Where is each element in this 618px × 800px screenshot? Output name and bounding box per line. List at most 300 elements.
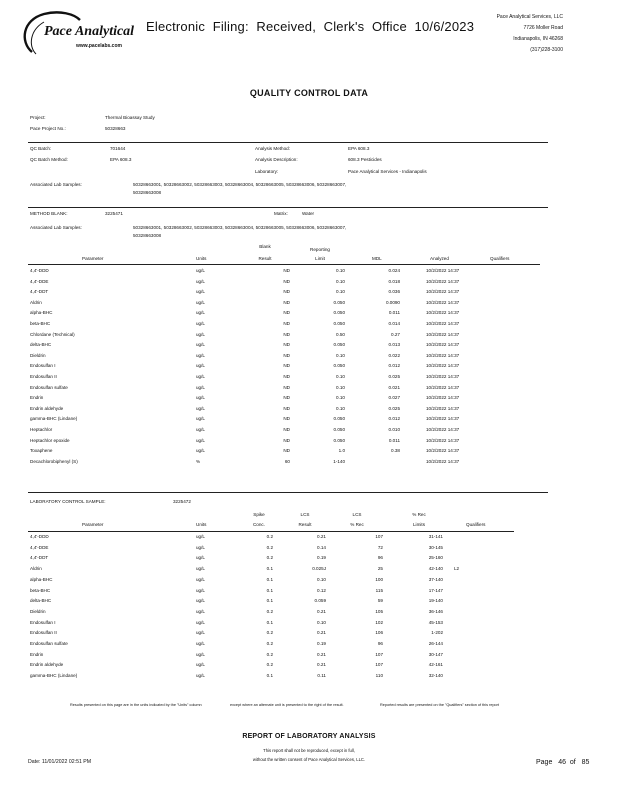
table-cell: 0.19 [317, 555, 326, 561]
matrix-value: Water [302, 211, 315, 216]
table-cell: 0.2 [266, 544, 273, 550]
table-cell: 0.1 [266, 576, 273, 582]
project-value: Thermal Bioassay Study [105, 115, 155, 120]
table-cell: 0.50 [336, 331, 345, 337]
table-cell: 10/2/2022 14:37 [426, 437, 460, 443]
table-row [30, 566, 550, 576]
table-cell: ug/L [196, 651, 205, 657]
table-row [30, 673, 550, 683]
footer-note: Reported results are presented on the "Qualifiers" section of this report [380, 703, 499, 707]
table-cell: ND [283, 342, 290, 348]
table-cell: alpha-BHC [30, 576, 53, 582]
table-cell: 0.27 [391, 331, 400, 337]
table-row [30, 588, 550, 598]
blank-assoc-label: Associated Lab Samples: [30, 225, 82, 230]
table-cell: ug/L [196, 576, 205, 582]
table-cell: ug/L [196, 310, 205, 316]
col-lcsrec-bottom: % Rec [350, 522, 364, 527]
table-cell: L2 [454, 566, 460, 572]
table-cell: 0.0090 [385, 299, 400, 305]
table-cell: 42-161 [428, 662, 443, 668]
table-cell: ug/L [196, 566, 205, 572]
table-cell: 45-153 [428, 619, 443, 625]
table-row [30, 342, 550, 352]
table-cell: 0.2 [266, 662, 273, 668]
col-qualifiers: Qualifiers [490, 256, 510, 261]
table-cell: 0.021 [388, 384, 400, 390]
table-cell: 10/2/2022 14:37 [426, 310, 460, 316]
table-cell: ND [283, 448, 290, 454]
analysis-desc-label: Analysis Description: [255, 157, 298, 162]
table-cell: 107 [375, 662, 383, 668]
table-row [30, 289, 550, 299]
col-rl-bottom: Limit [315, 256, 325, 261]
table-cell: 0.025 [388, 405, 400, 411]
table-cell: 10/2/2022 14:37 [426, 268, 460, 273]
method-blank-id: 3225471 [105, 211, 123, 216]
footer-note: Results presented on this page are in the units indicated by the "Units" column [70, 703, 202, 707]
table-cell: ND [283, 310, 290, 316]
table-cell: ug/L [196, 405, 205, 411]
table-cell: Endrin aldehyde [30, 405, 64, 411]
table-cell: 0.050 [333, 416, 345, 422]
table-row [30, 353, 550, 363]
table-cell: alpha-BHC [30, 310, 53, 316]
table-row [30, 406, 550, 416]
table-cell: 4,4'-DDD [30, 534, 49, 539]
table-cell: 72 [377, 544, 383, 550]
table-cell: 42-140 [428, 566, 443, 572]
table-row [30, 268, 550, 278]
table-cell: ND [283, 331, 290, 337]
table-cell: 0.1 [266, 673, 273, 679]
table-cell: ND [283, 374, 290, 379]
table-cell: ug/L [196, 619, 205, 625]
table-cell: 0.10 [336, 352, 345, 358]
lcs-label: LABORATORY CONTROL SAMPLE: [30, 499, 106, 504]
table-cell: ND [283, 384, 290, 390]
pace-project-value: 50328663 [105, 126, 126, 131]
table-row [30, 598, 550, 608]
table-cell: ug/L [196, 641, 205, 646]
website: www.pacelabs.com [76, 43, 122, 49]
table-cell: 0.011 [388, 437, 400, 443]
table-cell: Toxaphene [30, 448, 53, 454]
col-limits-top: % Rec [412, 512, 426, 517]
table-cell: 10/2/2022 14:37 [426, 384, 460, 390]
table-cell: ug/L [196, 289, 205, 295]
qc-assoc-label: Associated Lab Samples: [30, 182, 82, 187]
table-cell: 0.10 [336, 395, 345, 401]
table-cell: Endosulfan I [30, 363, 56, 369]
table-cell: Aldrin [30, 299, 42, 305]
table-cell: ug/L [196, 555, 205, 561]
table-cell: 0.14 [317, 544, 326, 550]
table-cell: 0.059 [314, 598, 326, 604]
pace-project-label: Pace Project No.: [30, 126, 66, 131]
address-block [497, 12, 563, 56]
table-cell: 0.2 [266, 555, 273, 561]
report-subtitle: This report shall not be reproduced, except in full, [263, 748, 355, 753]
table-cell: 10/2/2022 14:37 [426, 342, 460, 348]
table-row [30, 395, 550, 405]
table-cell: 0.10 [317, 576, 326, 582]
table-cell: 0.1 [266, 587, 273, 593]
qc-assoc-value-cont: 50328663008 [133, 190, 162, 195]
table-row [30, 416, 550, 426]
col-mdl: MDL [372, 256, 382, 261]
table-row [30, 609, 550, 619]
table-cell: ug/L [196, 321, 205, 326]
table-cell: 0.036 [388, 289, 400, 295]
table-cell: 110 [375, 673, 383, 679]
table-cell: 1-202 [431, 630, 443, 636]
table-cell: ND [283, 299, 290, 305]
table-cell: 10/2/2022 14:37 [426, 374, 460, 379]
table-cell: 10/2/2022 14:37 [426, 352, 460, 358]
page-label: Page [536, 759, 553, 766]
table-cell: 0.022 [388, 352, 400, 358]
table-cell: 31-141 [428, 534, 443, 539]
table-cell: ND [283, 268, 290, 273]
table-row [30, 321, 550, 331]
table-cell: 0.21 [317, 608, 326, 614]
table-cell: 4,4'-DDT [30, 555, 49, 561]
table-cell: 30-145 [428, 544, 443, 550]
page-total: 85 [581, 759, 590, 766]
table-cell: 10/2/2022 14:37 [426, 331, 460, 337]
table-cell: Aldrin [30, 566, 42, 572]
table-cell: ND [283, 363, 290, 369]
table-row [30, 641, 550, 651]
table-cell: Decachlorobiphenyl (S) [30, 458, 78, 464]
table-cell: gamma-BHC (Lindane) [30, 673, 78, 679]
table-cell: 10/2/2022 14:37 [426, 416, 460, 422]
analysis-desc-value: 608.3 Pesticides [348, 157, 382, 162]
qc-method-value: EPA 608.3 [110, 157, 132, 162]
table-cell: 0.21 [317, 534, 326, 539]
laboratory-label: Laboratory: [255, 169, 279, 174]
header-rule [28, 531, 514, 532]
report-subtitle: without the written consent of Pace Analytical Services, LLC. [252, 757, 366, 762]
table-cell: 60 [284, 458, 290, 464]
table-cell: gamma-BHC (Lindane) [30, 416, 78, 422]
table-row [30, 332, 550, 342]
table-row [30, 279, 550, 289]
table-cell: Endosulfan II [30, 630, 57, 636]
col-rl-top: Reporting [310, 247, 330, 252]
table-cell: Dieldrin [30, 608, 46, 614]
col-blank-top: Blank [259, 244, 271, 249]
table-cell: delta-BHC [30, 342, 52, 348]
table-row [30, 545, 550, 555]
table-cell: 0.2 [266, 641, 273, 646]
table-row [30, 620, 550, 630]
table-cell: ug/L [196, 384, 205, 390]
table-row [30, 300, 550, 310]
table-cell: 0.018 [388, 278, 400, 284]
table-cell: 0.025 [388, 374, 400, 379]
table-row [30, 652, 550, 662]
method-blank-label: METHOD BLANK: [30, 211, 68, 216]
table-cell: ug/L [196, 278, 205, 284]
table-cell: 100 [375, 576, 383, 582]
table-cell: 0.2 [266, 651, 273, 657]
table-cell: 107 [375, 534, 383, 539]
table-cell: 96 [377, 555, 383, 561]
table-cell: ND [283, 427, 290, 432]
table-cell: ND [283, 289, 290, 295]
lcs-id: 3225472 [173, 499, 191, 504]
address-line: 7726 Moller Road [523, 25, 563, 31]
table-cell: Heptachlor [30, 427, 53, 432]
table-cell: 1.0 [338, 448, 345, 454]
table-cell: % [196, 458, 201, 464]
table-cell: 0.012 [388, 416, 400, 422]
col-spike-bottom: Conc. [252, 522, 265, 527]
table-cell: 0.21 [317, 630, 326, 636]
table-cell: 10/2/2022 14:37 [426, 363, 460, 369]
table-cell: ug/L [196, 608, 205, 614]
table-row [30, 534, 550, 544]
table-cell: ug/L [196, 662, 205, 668]
table-cell: 37-140 [428, 576, 443, 582]
company-name: Pace Analytical [44, 24, 135, 39]
table-cell: 102 [375, 619, 383, 625]
table-cell: 25 [377, 566, 383, 572]
table-cell: Chlordane (Technical) [30, 331, 75, 337]
table-cell: Endosulfan I [30, 619, 56, 625]
table-cell: delta-BHC [30, 598, 52, 604]
project-label: Project: [30, 115, 46, 120]
col-parameter: Parameter [82, 256, 104, 261]
table-cell: 0.10 [336, 384, 345, 390]
table-cell: ug/L [196, 395, 205, 401]
table-cell: Endrin [30, 651, 44, 657]
page-number: 46 [558, 759, 566, 766]
table-cell: 107 [375, 651, 383, 657]
table-cell: ug/L [196, 299, 205, 305]
table-cell: 0.2 [266, 630, 273, 636]
table-cell: 4,4'-DDE [30, 544, 49, 550]
col-lcs-top: LCS [300, 512, 310, 517]
col-qualifiers: Qualifiers [466, 522, 486, 527]
table-cell: 59 [377, 598, 383, 604]
table-cell: 10/2/2022 14:37 [426, 427, 460, 432]
table-cell: 0.38 [391, 448, 400, 454]
table-cell: 0.10 [336, 289, 345, 295]
col-lcsrec-top: LCS [352, 512, 362, 517]
table-cell: 0.1 [266, 619, 273, 625]
table-cell: 25-160 [428, 555, 443, 561]
table-row [30, 385, 550, 395]
table-cell: 0.050 [333, 342, 345, 348]
table-cell: beta-BHC [30, 587, 51, 593]
table-cell: 0.050 [333, 321, 345, 326]
table-cell: 0.010 [388, 427, 400, 432]
col-blank-bottom: Result [258, 256, 272, 261]
table-cell: 0.014 [388, 321, 400, 326]
table-cell: Endosulfan sulfate [30, 384, 68, 390]
table-cell: 1-140 [333, 458, 345, 464]
col-units: Units [196, 522, 207, 527]
table-cell: Endosulfan sulfate [30, 641, 68, 646]
table-cell: 10/2/2022 14:37 [426, 289, 460, 295]
table-cell: ug/L [196, 427, 205, 432]
qc-method-label: QC Batch Method: [30, 157, 68, 162]
qc-batch-label: QC Batch: [30, 146, 52, 151]
table-cell: 10/2/2022 14:37 [426, 458, 460, 464]
table-cell: 0.013 [388, 342, 400, 348]
table-cell: 10/2/2022 14:37 [426, 278, 460, 284]
table-cell: 0.21 [317, 651, 326, 657]
matrix-label: Matrix: [274, 211, 288, 216]
table-cell: 10/2/2022 14:37 [426, 299, 460, 305]
table-cell: ug/L [196, 437, 205, 443]
table-cell: 96 [377, 641, 383, 646]
table-cell: 105 [375, 608, 383, 614]
table-row [30, 555, 550, 565]
table-row [30, 310, 550, 320]
col-analyzed: Analyzed [430, 256, 449, 261]
table-cell: 0.10 [336, 374, 345, 379]
table-cell: 0.10 [336, 405, 345, 411]
table-cell: ug/L [196, 331, 205, 337]
footer-note: except where an alternate unit is presented to the right of the result. [230, 703, 344, 707]
col-limits-bottom: Limits [413, 522, 425, 527]
blank-assoc-value-cont: 50328663008 [133, 233, 162, 238]
table-cell: ug/L [196, 587, 205, 593]
table-cell: ND [283, 321, 290, 326]
col-lcs-bottom: Result [298, 522, 312, 527]
table-cell: 0.1 [266, 598, 273, 604]
table-row [30, 630, 550, 640]
analysis-method-label: Analysis Method: [255, 146, 290, 151]
col-units: Units [196, 256, 207, 261]
table-cell: ug/L [196, 673, 205, 679]
table-cell: 4,4'-DDT [30, 289, 49, 295]
page-of: of [569, 759, 576, 766]
table-cell: Endrin [30, 395, 44, 401]
table-cell: 26-144 [428, 641, 443, 646]
table-cell: 0.2 [266, 608, 273, 614]
table-cell: 32-140 [428, 673, 443, 679]
table-cell: 36-146 [428, 608, 443, 614]
table-cell: 0.2 [266, 534, 273, 539]
col-spike-top: Spike [253, 512, 265, 517]
table-row [30, 374, 550, 384]
table-cell: ND [283, 395, 290, 401]
table-cell: ug/L [196, 363, 205, 369]
table-cell: Dieldrin [30, 352, 46, 358]
page-title: QUALITY CONTROL DATA [249, 88, 369, 98]
table-cell: ug/L [196, 544, 205, 550]
table-cell: 0.050 [333, 427, 345, 432]
table-cell: 0.024 [388, 268, 400, 273]
table-cell: 0.027 [388, 395, 400, 401]
table-cell: 0.050 [333, 310, 345, 316]
table-cell: 10/2/2022 14:37 [426, 448, 460, 454]
table-cell: 0.1 [266, 566, 273, 572]
analysis-method-value: EPA 608.3 [348, 146, 370, 151]
table-cell: Endosulfan II [30, 374, 57, 379]
header-rule [28, 264, 540, 265]
table-cell: 106 [375, 630, 383, 636]
report-date: Date: 11/01/2022 02:51 PM [28, 759, 92, 765]
table-cell: ug/L [196, 630, 205, 636]
table-cell: ug/L [196, 374, 205, 379]
table-cell: 0.21 [317, 662, 326, 668]
table-cell: Heptachlor epoxide [30, 437, 70, 443]
blank-assoc-value: 50328663001, 50328663002, 50328663003, 50328663004, 50328663005, 50328663006, 50328663007, [133, 225, 347, 230]
table-cell: ND [283, 405, 290, 411]
table-cell: 0.050 [333, 363, 345, 369]
table-cell: ug/L [196, 598, 205, 604]
table-cell: 0.025J [312, 566, 326, 572]
table-cell: 0.12 [317, 587, 326, 593]
table-cell: 0.012 [388, 363, 400, 369]
table-cell: ug/L [196, 534, 205, 539]
address-line: (317)228-3100 [530, 47, 563, 53]
table-cell: 30-147 [428, 651, 443, 657]
table-cell: ND [283, 278, 290, 284]
report-title: REPORT OF LABORATORY ANALYSIS [242, 733, 376, 740]
table-cell: 0.050 [333, 299, 345, 305]
table-cell: ug/L [196, 416, 205, 422]
table-cell: ND [283, 437, 290, 443]
table-cell: 10/2/2022 14:37 [426, 395, 460, 401]
page-indicator [536, 759, 589, 766]
laboratory-value: Pace Analytical Services - Indianapolis [348, 169, 427, 174]
col-parameter: Parameter [82, 522, 104, 527]
table-cell: 0.10 [317, 619, 326, 625]
table-row [30, 363, 550, 373]
table-cell: 4,4'-DDE [30, 278, 49, 284]
address-line: Pace Analytical Services, LLC [496, 14, 563, 20]
table-cell: Endrin aldehyde [30, 662, 64, 668]
table-cell: 19-140 [428, 598, 443, 604]
table-row [30, 577, 550, 587]
table-cell: 0.19 [317, 641, 326, 646]
table-cell: 17-147 [428, 587, 443, 593]
table-cell: ug/L [196, 342, 205, 348]
table-cell: 10/2/2022 14:37 [426, 405, 460, 411]
table-cell: ND [283, 352, 290, 358]
table-row [30, 448, 550, 458]
table-cell: ug/L [196, 268, 205, 273]
qc-batch-value: 701644 [110, 146, 126, 151]
table-cell: 0.10 [336, 278, 345, 284]
table-cell: 0.11 [317, 673, 326, 679]
table-row [30, 427, 550, 437]
divider [28, 492, 548, 493]
qc-assoc-value: 50328663001, 50328663002, 50328663003, 50328663004, 50328663005, 50328663006, 50328663007, [133, 182, 347, 187]
divider [28, 207, 548, 208]
table-row [30, 662, 550, 672]
table-cell: beta-BHC [30, 321, 51, 326]
table-cell: 0.050 [333, 437, 345, 443]
table-cell: ND [283, 416, 290, 422]
table-cell: 115 [375, 587, 383, 593]
table-row [30, 438, 550, 448]
filing-stamp: Electronic Filing: Received, Clerk's Office 10/6/2023 [146, 19, 475, 34]
table-cell: 4,4'-DDD [30, 268, 49, 273]
table-cell: 0.011 [388, 310, 400, 316]
divider [28, 142, 548, 143]
table-cell: 10/2/2022 14:37 [426, 321, 460, 326]
table-cell: ug/L [196, 448, 205, 454]
address-line: Indianapolis, IN 46268 [513, 36, 563, 42]
